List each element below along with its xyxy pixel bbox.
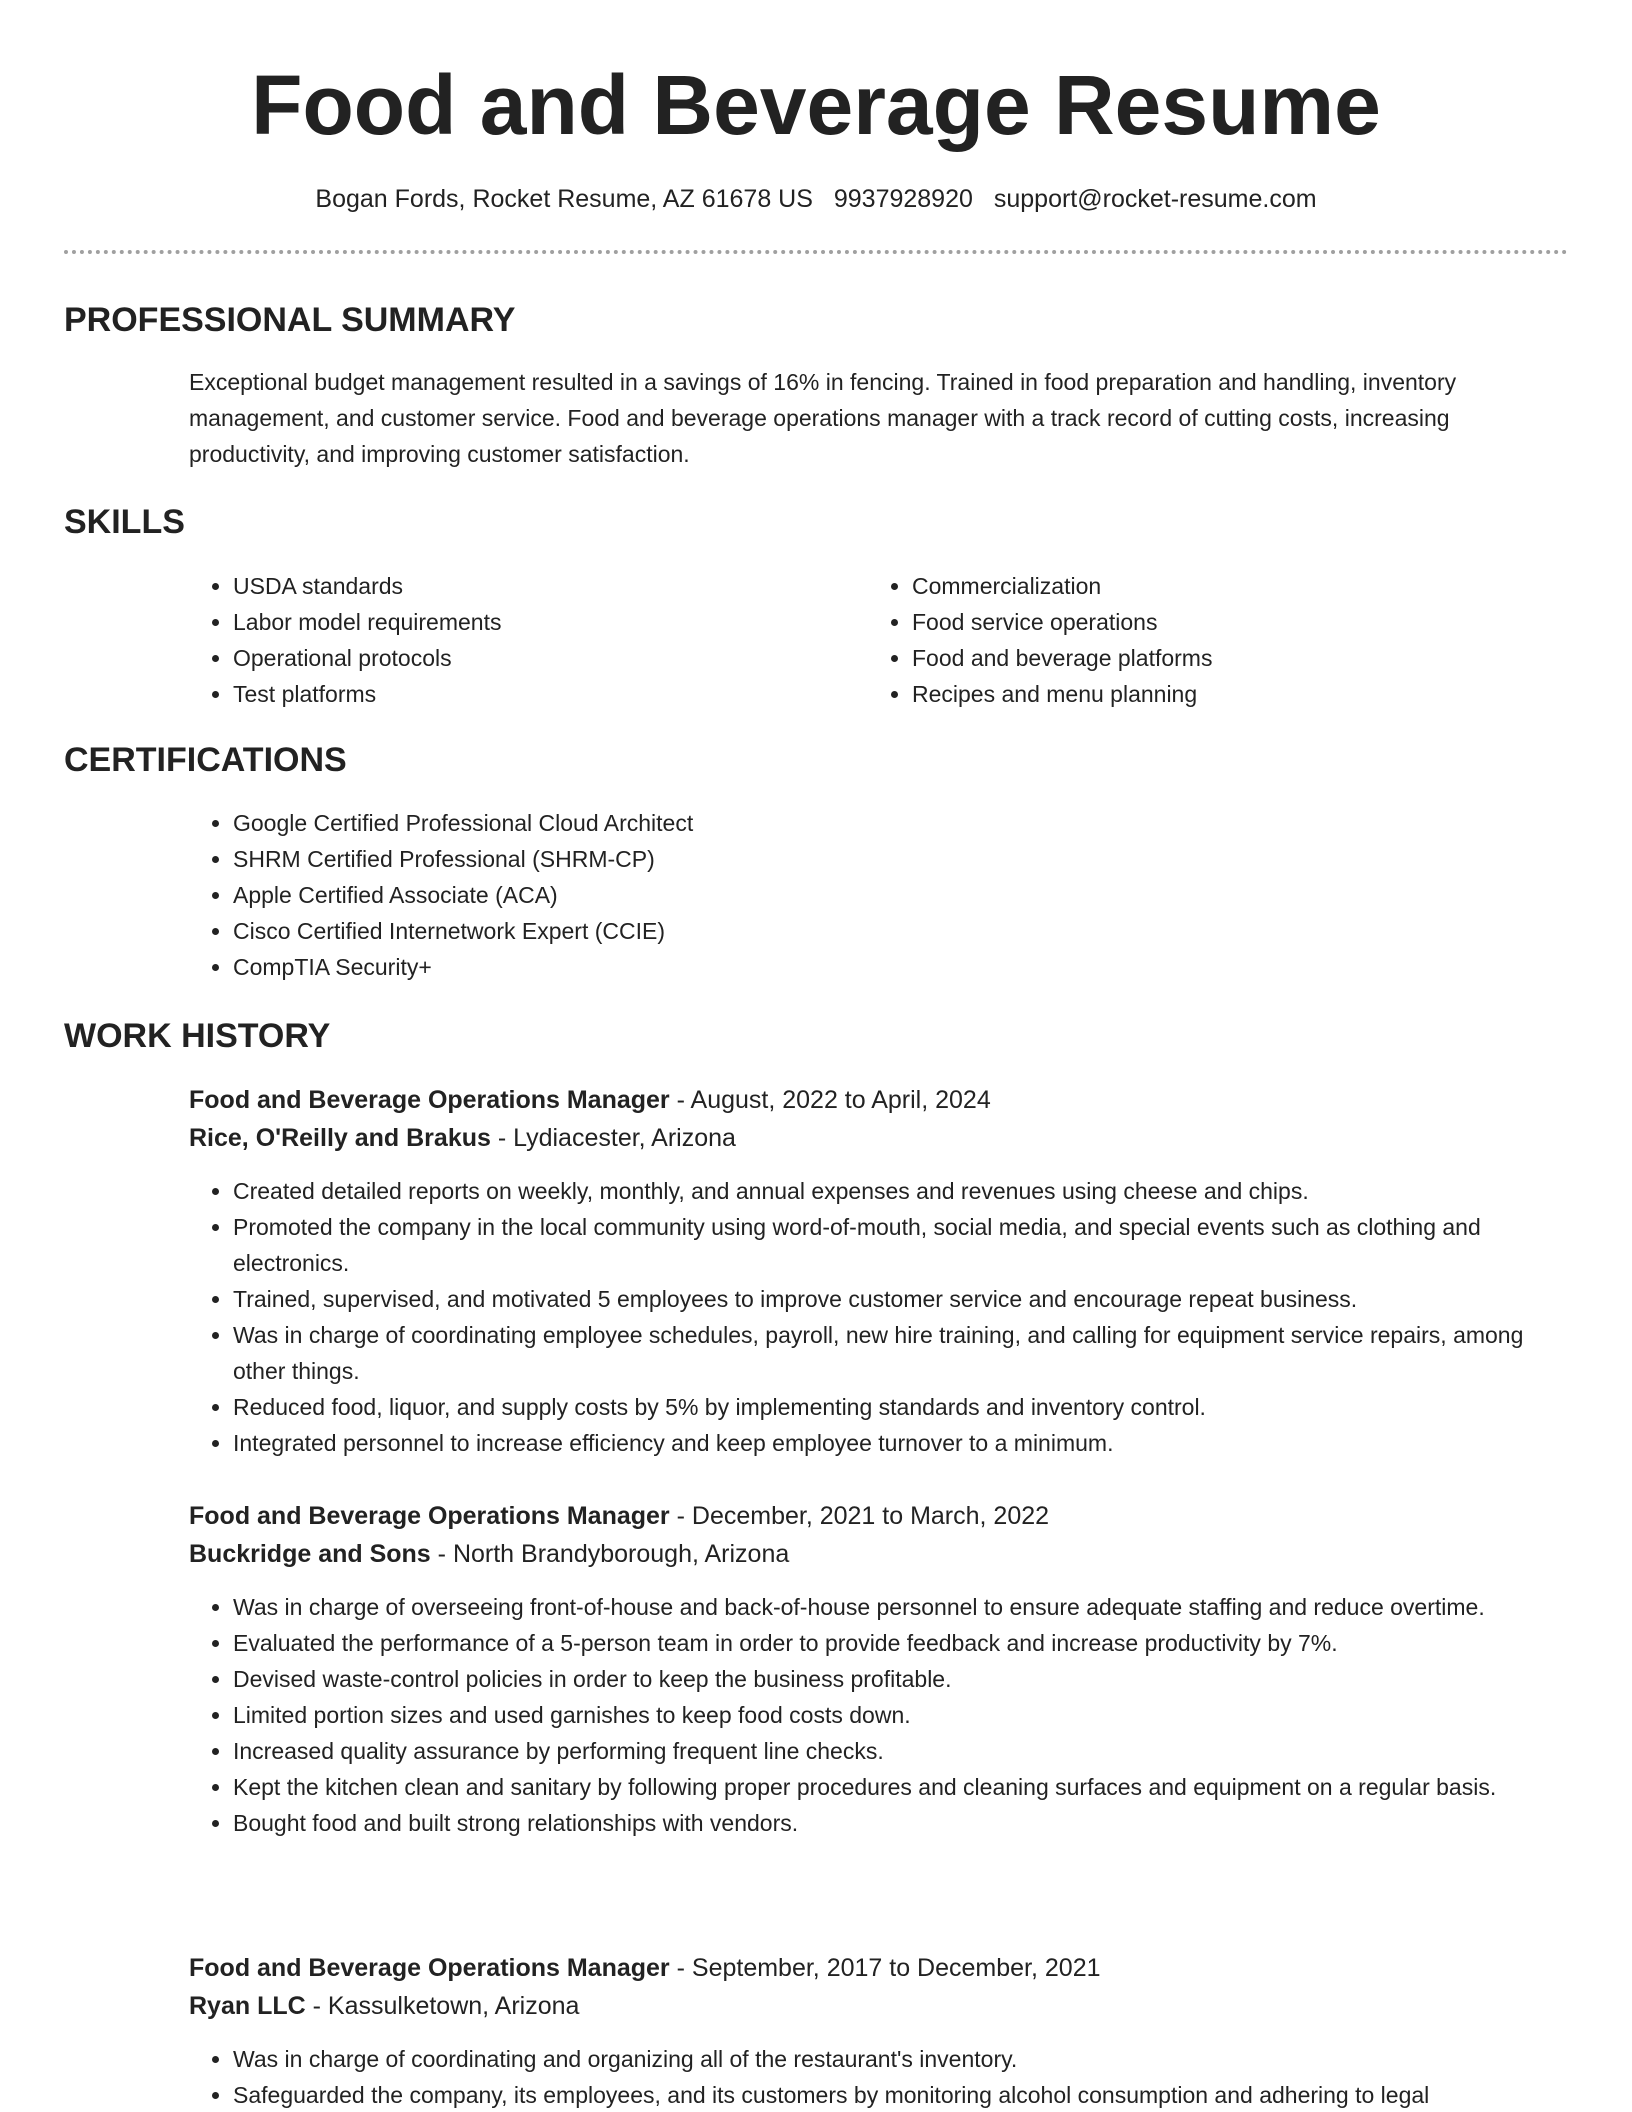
certifications-list-wrap xyxy=(189,805,1389,985)
job-bullet: • Safeguarded the company, its employees, and its customers by monitoring alcohol consumption and adhering to legal xyxy=(233,2077,1569,2112)
skill-item: • Operational protocols xyxy=(233,640,829,676)
skills-right-column xyxy=(868,568,1508,712)
certification-item: • SHRM Certified Professional (SHRM-CP) xyxy=(233,841,1389,877)
job-bullet: • Trained, supervised, and motivated 5 employees to improve customer service and encourage repeat business. xyxy=(233,1281,1569,1317)
skill-item: • Test platforms xyxy=(233,676,829,712)
job-title: Food and Beverage Operations Manager xyxy=(189,1954,670,1982)
skill-item: • Food and beverage platforms xyxy=(912,640,1508,676)
job-bullet: • Devised waste-control policies in order to keep the business profitable. xyxy=(233,1661,1569,1697)
job-location: North Brandyborough, Arizona xyxy=(452,1540,790,1568)
job-bullet: • Increased quality assurance by performing frequent line checks. xyxy=(233,1733,1569,1769)
contact-email: support@rocket-resume.com xyxy=(993,185,1317,213)
job-company: Ryan LLC xyxy=(189,1992,306,2020)
certifications-heading: CERTIFICATIONS xyxy=(64,741,347,779)
skills-left-column xyxy=(189,568,829,712)
contact-address: Bogan Fords, Rocket Resume, AZ 61678 US xyxy=(315,185,813,213)
certification-item: • Apple Certified Associate (ACA) xyxy=(233,877,1389,913)
job-entry xyxy=(189,1081,1569,1461)
job-title-line: Food and Beverage Operations Manager - August, 2022 to April, 2024 xyxy=(189,1086,991,1114)
summary-heading: PROFESSIONAL SUMMARY xyxy=(64,301,516,339)
skill-item: • Food service operations xyxy=(912,604,1508,640)
job-entry xyxy=(189,1949,1569,2112)
job-company: Rice, O'Reilly and Brakus xyxy=(189,1124,491,1152)
job-bullet: • Was in charge of coordinating employee schedules, payroll, new hire training, and calling for equipment service repairs, among other things. xyxy=(233,1317,1569,1389)
skill-item: • Recipes and menu planning xyxy=(912,676,1508,712)
job-bullet: • Reduced food, liquor, and supply costs by 5% by implementing standards and inventory control. xyxy=(233,1389,1569,1425)
job-bullets xyxy=(189,1589,1569,1841)
job-title-line: Food and Beverage Operations Manager - September, 2017 to December, 2021 xyxy=(189,1954,1101,1982)
job-bullet: • Was in charge of coordinating and organizing all of the restaurant's inventory. xyxy=(233,2041,1569,2077)
job-title: Food and Beverage Operations Manager xyxy=(189,1502,670,1530)
job-title-line: Food and Beverage Operations Manager - December, 2021 to March, 2022 xyxy=(189,1502,1050,1530)
job-entry xyxy=(189,1497,1569,1841)
certification-item: • Google Certified Professional Cloud Architect xyxy=(233,805,1389,841)
job-bullet: • Created detailed reports on weekly, monthly, and annual expenses and revenues using cheese and chips. xyxy=(233,1173,1569,1209)
job-bullet: • Integrated personnel to increase efficiency and keep employee turnover to a minimum. xyxy=(233,1425,1569,1461)
certification-item: • Cisco Certified Internetwork Expert (CCIE) xyxy=(233,913,1389,949)
skill-item: • Commercialization xyxy=(912,568,1508,604)
skill-item: • USDA standards xyxy=(233,568,829,604)
job-bullet: • Kept the kitchen clean and sanitary by following proper procedures and cleaning surfaces and equipment on a regular basis. xyxy=(233,1769,1569,1805)
certifications-list xyxy=(189,805,1389,985)
skills-left-list xyxy=(189,568,829,712)
certification-item: • CompTIA Security+ xyxy=(233,949,1389,985)
job-bullets xyxy=(189,2041,1569,2112)
contact-phone: 9937928920 xyxy=(833,185,973,213)
job-bullets xyxy=(189,1173,1569,1461)
skills-right-list xyxy=(868,568,1508,712)
job-dates: August, 2022 to April, 2024 xyxy=(690,1086,991,1114)
job-bullet: • Bought food and built strong relationships with vendors. xyxy=(233,1805,1569,1841)
job-bullet: • Evaluated the performance of a 5-person team in order to provide feedback and increase productivity by 7%. xyxy=(233,1625,1569,1661)
contact-line xyxy=(0,178,1632,220)
job-bullet: • Limited portion sizes and used garnishes to keep food costs down. xyxy=(233,1697,1569,1733)
skills-heading: SKILLS xyxy=(64,503,185,541)
job-bullet: • Promoted the company in the local community using word-of-mouth, social media, and special events such as clothing and electronics. xyxy=(233,1209,1569,1281)
skill-item: • Labor model requirements xyxy=(233,604,829,640)
job-dates: December, 2021 to March, 2022 xyxy=(691,1502,1050,1530)
job-title: Food and Beverage Operations Manager xyxy=(189,1086,670,1114)
job-company: Buckridge and Sons xyxy=(189,1540,431,1568)
job-location: Kassulketown, Arizona xyxy=(327,1992,580,2020)
job-company-line: Buckridge and Sons - North Brandyborough, Arizona xyxy=(189,1540,790,1568)
summary-text: Exceptional budget management resulted in a savings of 16% in fencing. Trained in food preparation and handling, inventory management, and customer service. Food and beverage operations manager with a track record of cutting costs, increasing productivity, and improving customer satisfaction. xyxy=(189,369,1457,467)
job-bullet: • Was in charge of overseeing front-of-house and back-of-house personnel to ensure adequate staffing and reduce overtime. xyxy=(233,1589,1569,1625)
header-divider xyxy=(64,250,1568,254)
job-company-line: Ryan LLC - Kassulketown, Arizona xyxy=(189,1992,580,2020)
work-history-heading: WORK HISTORY xyxy=(64,1017,331,1055)
job-location: Lydiacester, Arizona xyxy=(513,1124,736,1152)
resume-title: Food and Beverage Resume xyxy=(251,58,1381,152)
job-dates: September, 2017 to December, 2021 xyxy=(691,1954,1101,1982)
job-company-line: Rice, O'Reilly and Brakus - Lydiacester, Arizona xyxy=(189,1124,736,1152)
